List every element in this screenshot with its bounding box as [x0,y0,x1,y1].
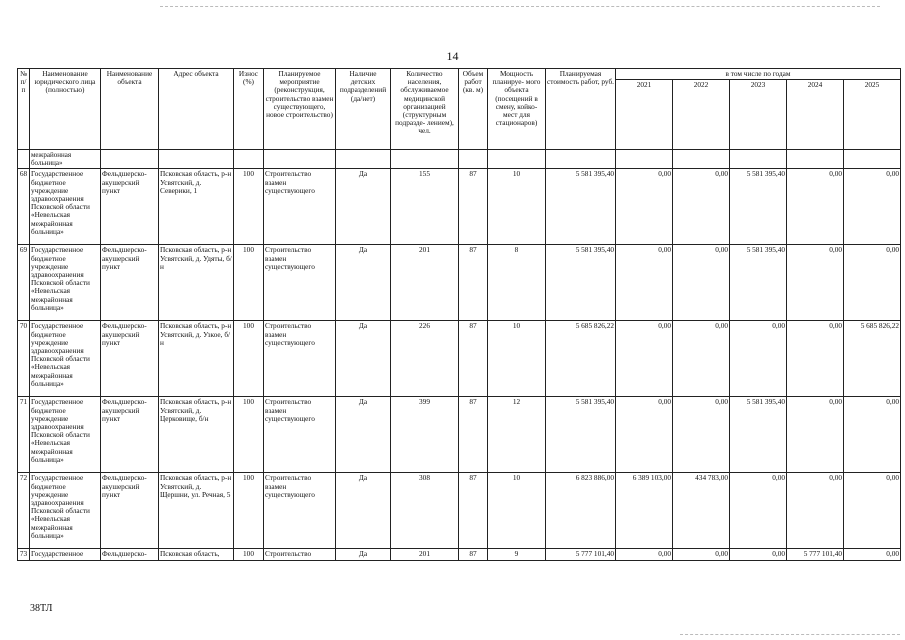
cell-year-2021: 0,00 [616,397,673,473]
cell-year-2025: 0,00 [844,245,901,321]
continuation-row [18,150,901,169]
cell-address: Псковская область, р-н Усвятский, д. Церковище, б/н [159,397,234,473]
scan-edge-line [160,6,880,7]
cell-year-2025: 0,00 [844,169,901,245]
cell-year-2023: 5 581 395,40 [730,245,787,321]
cell-year-2025: 0,00 [844,549,901,560]
table-row-partial [18,549,901,560]
cell-population: 201 [391,245,459,321]
cell-empty [488,150,546,169]
cell-population: 399 [391,397,459,473]
cell-empty [159,150,234,169]
cell-year-2021: 0,00 [616,321,673,397]
header-year: 2023 [730,80,787,150]
cell-capacity: 8 [488,245,546,321]
cell-volume: 87 [459,549,488,560]
cell-year-2024: 0,00 [787,245,844,321]
cell-empty [844,150,901,169]
cell-measure: Строительство взамен существующего [264,321,336,397]
cell-empty [391,150,459,169]
cell-subdivisions: Да [336,397,391,473]
table-row [18,169,901,245]
cell-capacity: 12 [488,397,546,473]
header-name: Наименование юридического лица (полностью) [30,69,101,150]
cell-empty [264,150,336,169]
scan-edge-line [680,634,900,635]
cell-cost: 5 777 101,40 [546,549,616,560]
cell-year-2024: 0,00 [787,321,844,397]
cell-cost: 5 581 395,40 [546,245,616,321]
page-number: 14 [446,49,459,63]
header-year: 2024 [787,80,844,150]
cell-empty [730,150,787,169]
cell-volume: 87 [459,169,488,245]
cell-wear: 100 [234,397,264,473]
cell-volume: 87 [459,473,488,549]
header-address: Адрес объекта [159,69,234,150]
cell-subdivisions: Да [336,473,391,549]
cell-num: 68 [18,169,30,245]
investment-table [17,68,901,561]
cell-year-2022: 0,00 [673,549,730,560]
cell-empty [673,150,730,169]
cell-year-2023: 5 581 395,40 [730,397,787,473]
header-capacity: Мощность планируе- мого объекта (посещений в смену, койко-мест для стационаров) [488,69,546,150]
header-year: 2025 [844,80,901,150]
cell-measure: Строительство взамен существующего [264,245,336,321]
cell-wear: 100 [234,549,264,560]
header-year: 2021 [616,80,673,150]
cell-year-2022: 0,00 [673,245,730,321]
cell-measure: Строительство взамен существующего [264,397,336,473]
cell-name: Государственное бюджетное учреждение здравоохранения Псковской области «Невельская межрайонная больница» [30,397,101,473]
cell-num: 71 [18,397,30,473]
cell-address: Псковская область, р-н Усвятский, д. Удяты, б/н [159,245,234,321]
header-wear: Износ (%) [234,69,264,150]
cell-num: 70 [18,321,30,397]
cell-cost: 5 685 826,22 [546,321,616,397]
table-row [18,397,901,473]
cell-object: Фельдшерско- акушерский пункт [101,321,159,397]
cell-address: Псковская область, [159,549,234,560]
cell-subdivisions: Да [336,245,391,321]
cell-volume: 87 [459,397,488,473]
cell-capacity: 10 [488,473,546,549]
header-cost: Планируемая стоимость работ, руб. [546,69,616,150]
cell-cost: 6 823 886,00 [546,473,616,549]
cell-subdivisions: Да [336,321,391,397]
cell-name: Государственное бюджетное учреждение здравоохранения Псковской области «Невельская межрайонная больница» [30,245,101,321]
cell-volume: 87 [459,245,488,321]
header-row-1 [18,69,901,80]
cell-year-2022: 434 783,00 [673,473,730,549]
cell-num: 73 [18,549,30,560]
cell-empty [616,150,673,169]
cell-population: 308 [391,473,459,549]
cell-year-2023: 0,00 [730,321,787,397]
cell-volume: 87 [459,321,488,397]
cell-empty [234,150,264,169]
cell-year-2023: 0,00 [730,549,787,560]
cell-measure: Строительство взамен существующего [264,473,336,549]
header-volume: Объем работ (кв. м) [459,69,488,150]
cell-population: 201 [391,549,459,560]
cell-population: 155 [391,169,459,245]
cell-name: Государственное бюджетное учреждение здравоохранения Псковской области «Невельская межрайонная больница» [30,473,101,549]
header-population: Количество населения, обслуживаемое медицинской организацией (структурным подразде- лением), чел. [391,69,459,150]
header-object: Наименование объекта [101,69,159,150]
cell-population: 226 [391,321,459,397]
cell-num: 69 [18,245,30,321]
cell-name: Государственное бюджетное учреждение здравоохранения Псковской области «Невельская межрайонная больница» [30,169,101,245]
document-code: 38ТЛ [30,603,53,614]
cell-empty [101,150,159,169]
cell-capacity: 9 [488,549,546,560]
cell-year-2021: 0,00 [616,549,673,560]
cell-wear: 100 [234,321,264,397]
cell-year-2023: 5 581 395,40 [730,169,787,245]
header-year: 2022 [673,80,730,150]
cell-wear: 100 [234,473,264,549]
cell-year-2025: 0,00 [844,473,901,549]
cell-num: 72 [18,473,30,549]
cell-object: Фельдшерско- акушерский пункт [101,397,159,473]
cell-year-2024: 0,00 [787,169,844,245]
cell-object: Фельдшерско- [101,549,159,560]
cell-empty [546,150,616,169]
cell-object: Фельдшерско- акушерский пункт [101,473,159,549]
header-subdivisions: Наличие детских подразделений (да/нет) [336,69,391,150]
table-row [18,321,901,397]
header-measure: Планируемое мероприятие (реконструкция, строительство взамен существующего, новое строительство) [264,69,336,150]
header-years-group: в том числе по годам [616,69,901,80]
cell-year-2024: 0,00 [787,397,844,473]
cell-measure: Строительство взамен существующего [264,169,336,245]
cell-empty [18,150,30,169]
cell-name: Государственное бюджетное учреждение здравоохранения Псковской области «Невельская межрайонная больница» [30,321,101,397]
cell-subdivisions: Да [336,549,391,560]
cell-wear: 100 [234,169,264,245]
cell-cost: 5 581 395,40 [546,169,616,245]
cell-year-2021: 6 389 103,00 [616,473,673,549]
cell-year-2022: 0,00 [673,321,730,397]
cell-empty [459,150,488,169]
cell-address: Псковская область, р-н Усвятский, д. Северики, 1 [159,169,234,245]
cell-address: Псковская область, р-н Усвятский, д. Узкое, б/н [159,321,234,397]
continuation-text: межрайонная больница» [30,150,101,169]
cell-object: Фельдшерско- акушерский пункт [101,245,159,321]
cell-cost: 5 581 395,40 [546,397,616,473]
cell-subdivisions: Да [336,169,391,245]
cell-year-2025: 5 685 826,22 [844,321,901,397]
cell-name: Государственное [30,549,101,560]
cell-year-2025: 0,00 [844,397,901,473]
cell-wear: 100 [234,245,264,321]
cell-address: Псковская область, р-н Усвятский, д. Щершни, ул. Речная, 5 [159,473,234,549]
table-row [18,245,901,321]
cell-capacity: 10 [488,321,546,397]
cell-measure: Строительство [264,549,336,560]
cell-empty [787,150,844,169]
cell-year-2022: 0,00 [673,397,730,473]
cell-object: Фельдшерско- акушерский пункт [101,169,159,245]
cell-year-2021: 0,00 [616,169,673,245]
table-row [18,473,901,549]
cell-year-2024: 5 777 101,40 [787,549,844,560]
cell-year-2024: 0,00 [787,473,844,549]
cell-capacity: 10 [488,169,546,245]
cell-empty [336,150,391,169]
cell-year-2022: 0,00 [673,169,730,245]
cell-year-2021: 0,00 [616,245,673,321]
header-num: № п/п [18,69,30,150]
cell-year-2023: 0,00 [730,473,787,549]
